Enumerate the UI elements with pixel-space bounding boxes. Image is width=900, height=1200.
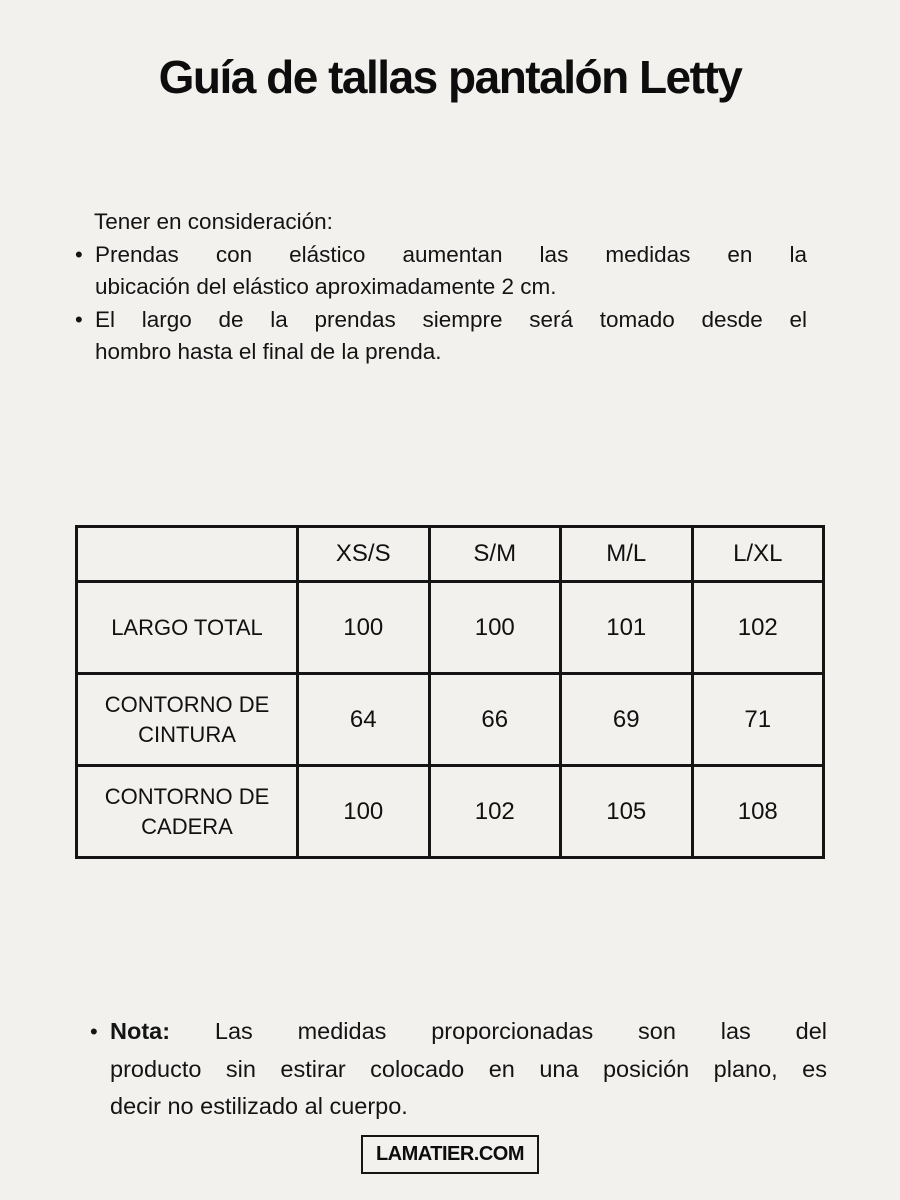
- row-label: LARGO TOTAL: [77, 582, 298, 674]
- measurement-value: 64: [298, 674, 430, 766]
- table-row-contorno-cadera: [77, 766, 824, 858]
- measurement-value: 69: [561, 674, 693, 766]
- bullet-icon: •: [75, 241, 83, 267]
- bullet-icon: •: [90, 1019, 98, 1044]
- note-label: Nota:: [110, 1018, 171, 1044]
- brand-badge: LAMATIER.COM: [361, 1135, 539, 1174]
- bullet-line: El largo de la prendas siempre será tomado desde el: [95, 306, 807, 332]
- row-label: CONTORNO DE CADERA: [77, 766, 298, 858]
- table-row-contorno-cintura: [77, 674, 824, 766]
- note-line: producto sin estirar colocado en una posición plano, es: [110, 1055, 827, 1082]
- measurement-value: 66: [429, 674, 561, 766]
- bullet-line: ubicación del elástico aproximadamente 2 cm.: [95, 274, 557, 299]
- measurement-value: 102: [429, 766, 561, 858]
- size-table-header-row: [77, 527, 824, 582]
- size-column-header-ml: M/L: [561, 527, 693, 582]
- considerations-section: [75, 206, 807, 369]
- note-text: Las medidas proporcionadas son las del: [214, 1018, 827, 1044]
- measurement-value: 100: [298, 582, 430, 674]
- size-column-header-lxl: L/XL: [692, 527, 824, 582]
- measurement-value: 100: [429, 582, 561, 674]
- note-line: [110, 1013, 827, 1051]
- page-title: Guía de tallas pantalón Letty: [158, 51, 742, 103]
- bullet-line: hombro hasta el final de la prenda.: [95, 339, 442, 364]
- note-section: [90, 1013, 827, 1126]
- consideration-bullet-length: [75, 304, 807, 369]
- row-label: CONTORNO DE CINTURA: [77, 674, 298, 766]
- size-column-header-sm: S/M: [429, 527, 561, 582]
- measurement-value: 101: [561, 582, 693, 674]
- consideration-bullet-elastic: [75, 239, 807, 304]
- measurement-value: 105: [561, 766, 693, 858]
- note-bullet: [90, 1013, 827, 1126]
- measurement-value: 100: [298, 766, 430, 858]
- measurement-value: 71: [692, 674, 824, 766]
- size-table: [75, 525, 825, 859]
- size-column-header-xss: XS/S: [298, 527, 430, 582]
- size-table-corner-cell: [77, 527, 298, 582]
- note-line: decir no estilizado al cuerpo.: [110, 1093, 408, 1119]
- bullet-icon: •: [75, 306, 83, 332]
- bullet-line: Prendas con elástico aumentan las medidas en la: [95, 241, 807, 267]
- table-row-largo-total: [77, 582, 824, 674]
- considerations-heading: Tener en consideración:: [94, 209, 333, 234]
- measurement-value: 102: [692, 582, 824, 674]
- measurement-value: 108: [692, 766, 824, 858]
- footer: [0, 1135, 900, 1174]
